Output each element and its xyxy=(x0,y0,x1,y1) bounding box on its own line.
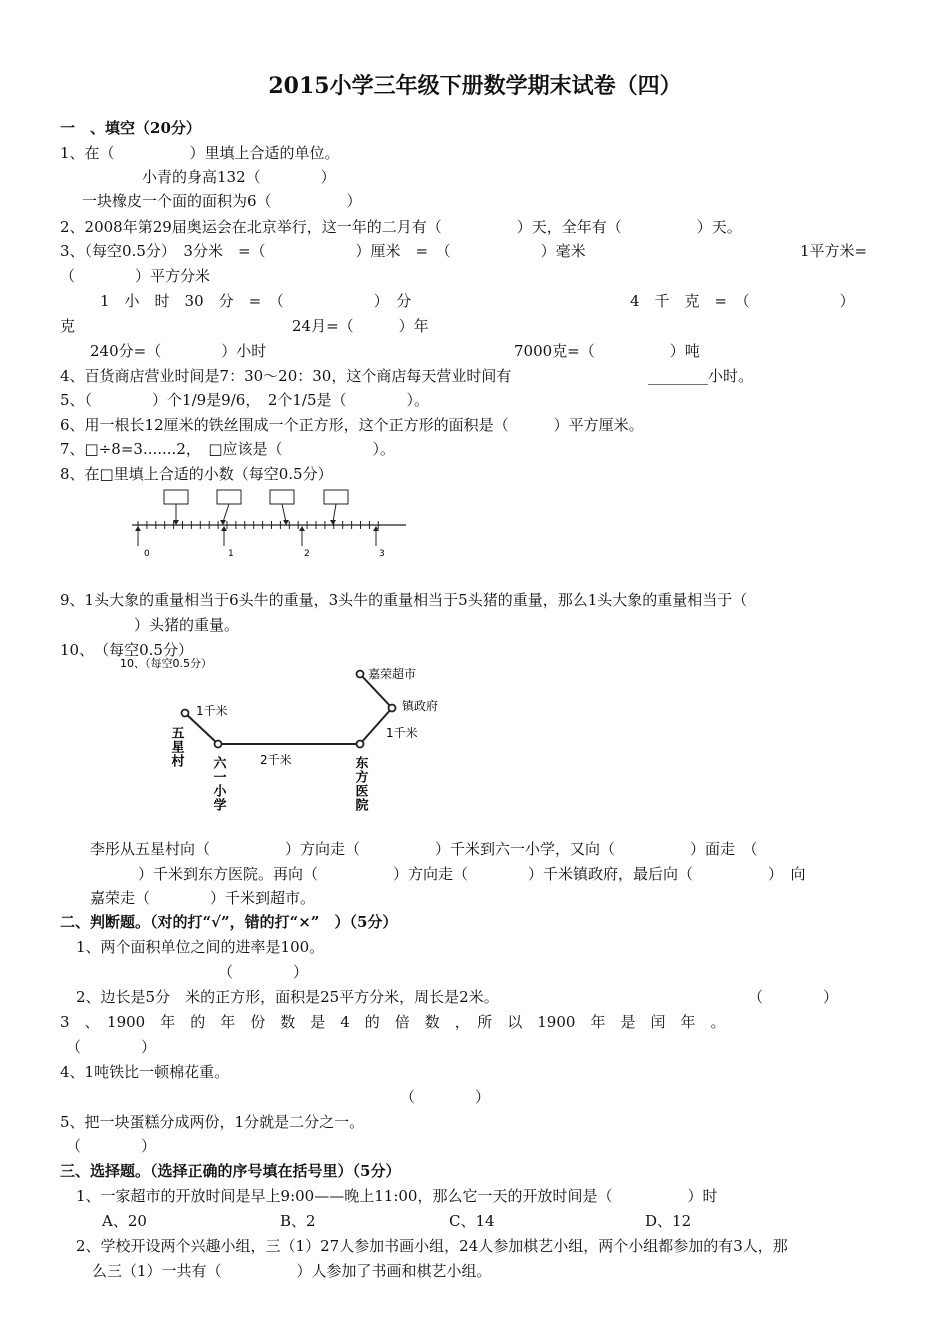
wuxing-point xyxy=(182,710,189,717)
label-jiarong: 嘉荣超市 xyxy=(368,667,417,681)
question-3e-right: 7000克=（ ）吨 xyxy=(514,342,700,360)
numline-label-3: 3 xyxy=(379,549,385,559)
judge-1: 1、两个面积单位之间的进率是100。 xyxy=(76,938,325,956)
question-9b: ）头猪的重量。 xyxy=(134,616,240,634)
label-wuxing: 五星村 xyxy=(168,726,184,768)
question-4-blank: ________小时。 xyxy=(648,367,754,385)
question-3c-right: 4 千 克 = （ ） xyxy=(630,292,855,310)
question-2: 2、2008年第29届奥运会在北京举行，这一年的二月有（ ）天，全年有（ ）天。 xyxy=(60,218,742,236)
question-10: 10、 （每空0.5分） xyxy=(60,641,193,659)
choice-1-option-b: B、2 xyxy=(280,1212,316,1230)
question-10b: ）千米到东方医院。再向（ ）方向走（ ）千米镇政府，最后向（ ） 向 xyxy=(138,865,806,883)
judge-2: 2、边长是5分 米的正方形，面积是25平方分米，周长是2米。 xyxy=(76,988,499,1006)
choice-1-option-d: D、12 xyxy=(645,1212,692,1230)
choice-2a: 2、学校开设两个兴趣小组，三（1）27人参加书画小组，24人参加棋艺小组，两个小组都参加的有3人，那 xyxy=(76,1237,788,1255)
question-7: 7、□÷8=3.......2， □应该是（ ）。 xyxy=(60,440,396,458)
numline-label-1: 1 xyxy=(228,549,234,559)
page-title: 2015小学三年级下册数学期末试卷（四） xyxy=(268,73,682,99)
judge-3: 3 、 1900 年 的 年 份 数 是 4 的 倍 数 ， 所 以 1900 年 是 闰 年 。 xyxy=(60,1013,726,1031)
question-3d-mid: 24月=（ ）年 xyxy=(292,317,429,335)
judge-4-paren: （ ） xyxy=(400,1088,491,1106)
map-caption: 10、（每空0.5分） xyxy=(120,657,212,670)
question-3d-left: 克 xyxy=(60,317,76,335)
choice-1-option-a: A、20 xyxy=(102,1212,147,1230)
question-1b: 一块橡皮一个面的面积为6（ ） xyxy=(82,192,362,210)
choice-2b: 么三（1）一共有（ ）人参加了书画和棋艺小组。 xyxy=(92,1262,492,1280)
number-line-figure xyxy=(120,484,410,564)
question-10a: 李彤从五星村向（ ）方向走（ ）千米到六一小学，又向（ ）面走 （ xyxy=(90,840,758,858)
blank-box xyxy=(217,490,241,504)
judge-4: 4、1吨铁比一顿棉花重。 xyxy=(60,1063,230,1081)
judge-2-paren: （ ） xyxy=(748,988,839,1006)
liuyi-point xyxy=(215,741,222,748)
choice-1-option-c: C、14 xyxy=(449,1212,495,1230)
judge-5: 5、把一块蛋糕分成两份，1分就是二分之一。 xyxy=(60,1113,365,1131)
section-3-heading: 三、选择题。（选择正确的序号填在括号里）（5分） xyxy=(60,1162,401,1180)
distance-2km: 2千米 xyxy=(260,753,292,767)
distance-1km-b: 1千米 xyxy=(386,726,418,740)
choice-1: 1、一家超市的开放时间是早上9:00——晚上11:00，那么它一天的开放时间是（ ）时 xyxy=(76,1187,718,1205)
numline-label-0: 0 xyxy=(144,549,150,559)
section-1-heading: 一 、填空（20分） xyxy=(60,119,201,137)
blank-box xyxy=(324,490,348,504)
blank-box xyxy=(164,490,188,504)
jiarong-point xyxy=(357,671,364,678)
judge-5-paren: （ ） xyxy=(66,1137,157,1155)
section-2-heading: 二、判断题。（对的打“√”，错的打“×” ）（5分） xyxy=(60,913,398,931)
question-1: 1、在（ ）里填上合适的单位。 xyxy=(60,144,340,162)
question-5: 5、（ ）个1/9是9/6， 2个1/5是（ ）。 xyxy=(60,391,430,409)
question-6: 6、用一根长12厘米的铁丝围成一个正方形，这个正方形的面积是（ ）平方厘米。 xyxy=(60,416,644,434)
label-dongfang: 东方医院 xyxy=(352,756,368,812)
question-3a-right: 1平方米= xyxy=(800,242,868,260)
question-3c-left: 1 小 时 30 分 = （ ） 分 xyxy=(100,292,412,310)
question-3e-left: 240分=（ ）小时 xyxy=(90,342,267,360)
route-map-figure xyxy=(110,656,460,816)
distance-1km-a: 1千米 xyxy=(196,704,228,718)
question-1a: 小青的身高132（ ） xyxy=(142,168,336,186)
blank-box xyxy=(270,490,294,504)
label-zhenzhengfu: 镇政府 xyxy=(402,699,439,713)
judge-3-paren: （ ） xyxy=(66,1038,157,1056)
question-8: 8、在□里填上合适的小数（每空0.5分） xyxy=(60,465,333,483)
question-9a: 9、1头大象的重量相当于6头牛的重量，3头牛的重量相当于5头猪的重量，那么1头大象的重量相当于（ xyxy=(60,591,748,609)
numline-label-2: 2 xyxy=(304,549,310,559)
judge-1-paren: （ ） xyxy=(218,963,309,981)
question-10c: 嘉荣走（ ）千米到超市。 xyxy=(90,889,316,907)
question-4: 4、百货商店营业时间是7：30～20：30，这个商店每天营业时间有 xyxy=(60,367,512,385)
dongfang-point xyxy=(357,741,364,748)
question-3a: 3、（每空0.5分） 3分米 =（ ）厘米 = （ ）毫米 xyxy=(60,242,586,260)
zhengfu-point xyxy=(389,705,396,712)
label-liuyi: 六一小学 xyxy=(210,756,226,812)
question-3b: （ ）平方分米 xyxy=(60,267,211,285)
